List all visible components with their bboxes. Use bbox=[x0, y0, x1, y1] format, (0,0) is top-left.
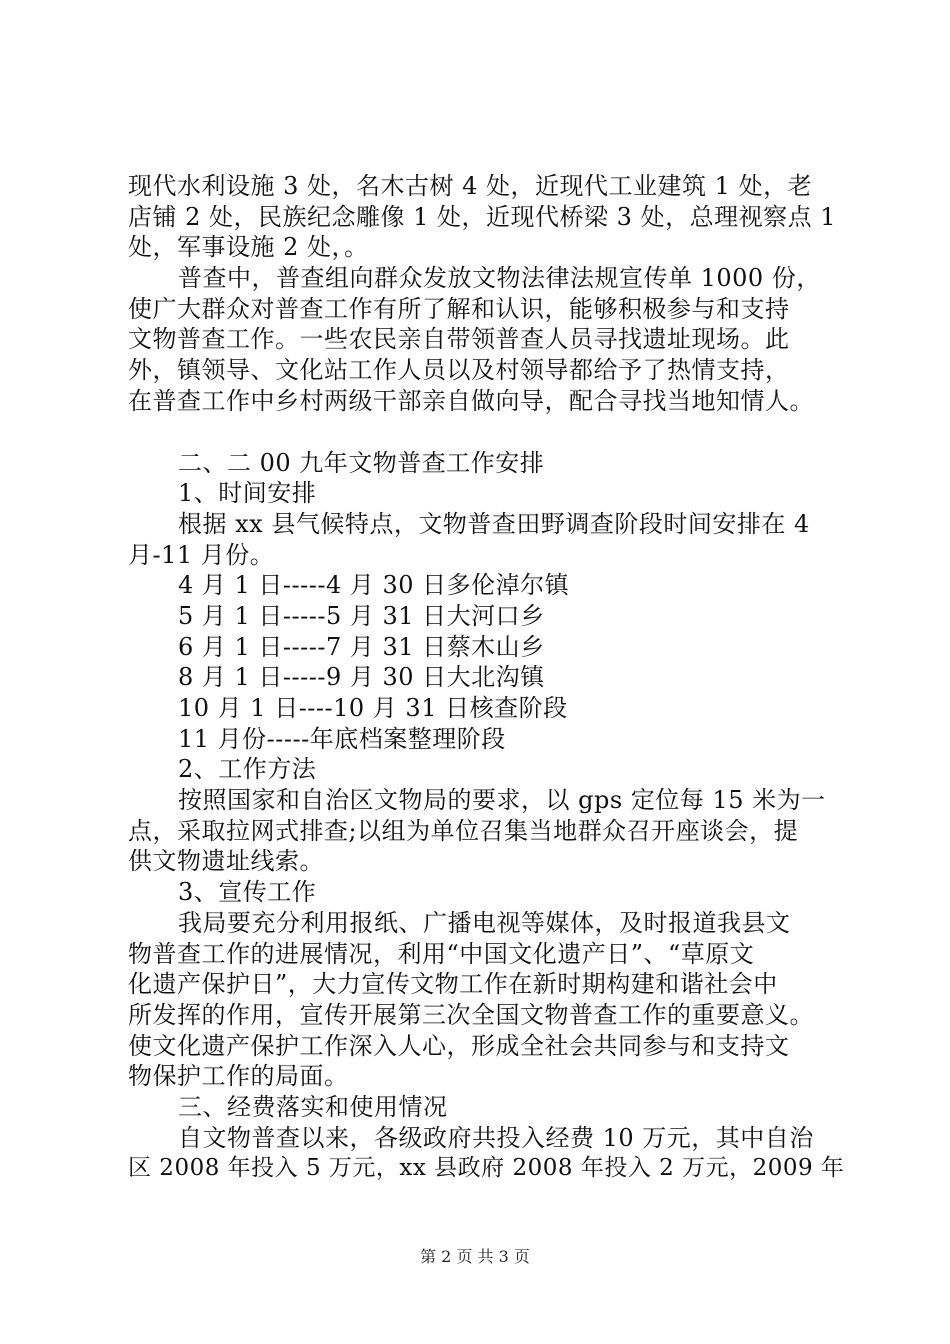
page-number-footer: 第 2 页 共 3 页 bbox=[420, 1247, 530, 1266]
subsection-heading: 1、时间安排 bbox=[178, 479, 317, 508]
text-line: 物普查工作的进展情况，利用“中国文化遗产日”、“草原文 bbox=[128, 939, 755, 968]
document-body bbox=[128, 171, 848, 1184]
text-line: 店铺 2 处，民族纪念雕像 1 处，近现代桥梁 3 处，总理视察点 1 bbox=[128, 202, 836, 231]
text-line: 化遗产保护日”，大力宣传文物工作在新时期构建和谐社会中 bbox=[128, 970, 778, 999]
text-line: 现代水利设施 3 处，名木古树 4 处，近现代工业建筑 1 处，老 bbox=[128, 172, 813, 200]
text-line: 区 2008 年投入 5 万元，xx 县政府 2008 年投入 2 万元，2009 年 bbox=[128, 1155, 845, 1182]
paragraph-start: 根据 xx 县气候特点，文物普查田野调查阶段时间安排在 4 bbox=[178, 509, 810, 538]
section-heading: 二、二 00 九年文物普查工作安排 bbox=[178, 448, 545, 477]
section-heading: 三、经费落实和使用情况 bbox=[178, 1092, 448, 1121]
text-line: 使文化遗产保护工作深入人心，形成全社会共同参与和支持文 bbox=[128, 1031, 790, 1060]
schedule-item: 5 月 1 日-----5 月 31 日大河口乡 bbox=[178, 601, 545, 630]
paragraph-start: 普查中，普查组向群众发放文物法律法规宣传单 1000 份， bbox=[178, 264, 821, 293]
text-line: 文物普查工作。一些农民亲自带领普查人员寻找遗址现场。此 bbox=[128, 325, 790, 354]
subsection-heading: 3、宣传工作 bbox=[178, 878, 317, 907]
text-line: 月-11 月份。 bbox=[128, 540, 275, 569]
schedule-item: 6 月 1 日-----7 月 31 日蔡木山乡 bbox=[178, 632, 545, 661]
text-line: 点，采取拉网式排查;以组为单位召集当地群众召开座谈会，提 bbox=[128, 816, 799, 845]
paragraph-gap bbox=[128, 417, 848, 448]
text-line: 所发挥的作用，宣传开展第三次全国文物普查工作的重要意义。 bbox=[128, 1000, 814, 1029]
text-line: 供文物遗址线索。 bbox=[128, 847, 324, 876]
schedule-item: 10 月 1 日----10 月 31 日核查阶段 bbox=[178, 694, 568, 722]
paragraph-start: 我局要充分利用报纸、广播电视等媒体，及时报道我县文 bbox=[178, 908, 791, 937]
schedule-item: 8 月 1 日-----9 月 30 日大北沟镇 bbox=[178, 663, 545, 692]
text-line: 使广大群众对普查工作有所了解和认识，能够积极参与和支持 bbox=[128, 294, 790, 323]
text-line: 外，镇领导、文化站工作人员以及村领导都给予了热情支持， bbox=[128, 356, 790, 385]
paragraph-start: 自文物普查以来，各级政府共投入经费 10 万元，其中自治 bbox=[178, 1123, 814, 1152]
subsection-heading: 2、工作方法 bbox=[178, 755, 317, 784]
schedule-item: 11 月份-----年底档案整理阶段 bbox=[178, 724, 506, 753]
text-line: 在普查工作中乡村两级干部亲自做向导，配合寻找当地知情人。 bbox=[128, 386, 814, 415]
text-line: 处，军事设施 2 处，。 bbox=[128, 233, 369, 262]
paragraph-start: 按照国家和自治区文物局的要求，以 gps 定位每 15 米为一 bbox=[178, 786, 826, 815]
text-line: 物保护工作的局面。 bbox=[128, 1062, 349, 1091]
schedule-item: 4 月 1 日-----4 月 30 日多伦淖尔镇 bbox=[178, 571, 570, 600]
